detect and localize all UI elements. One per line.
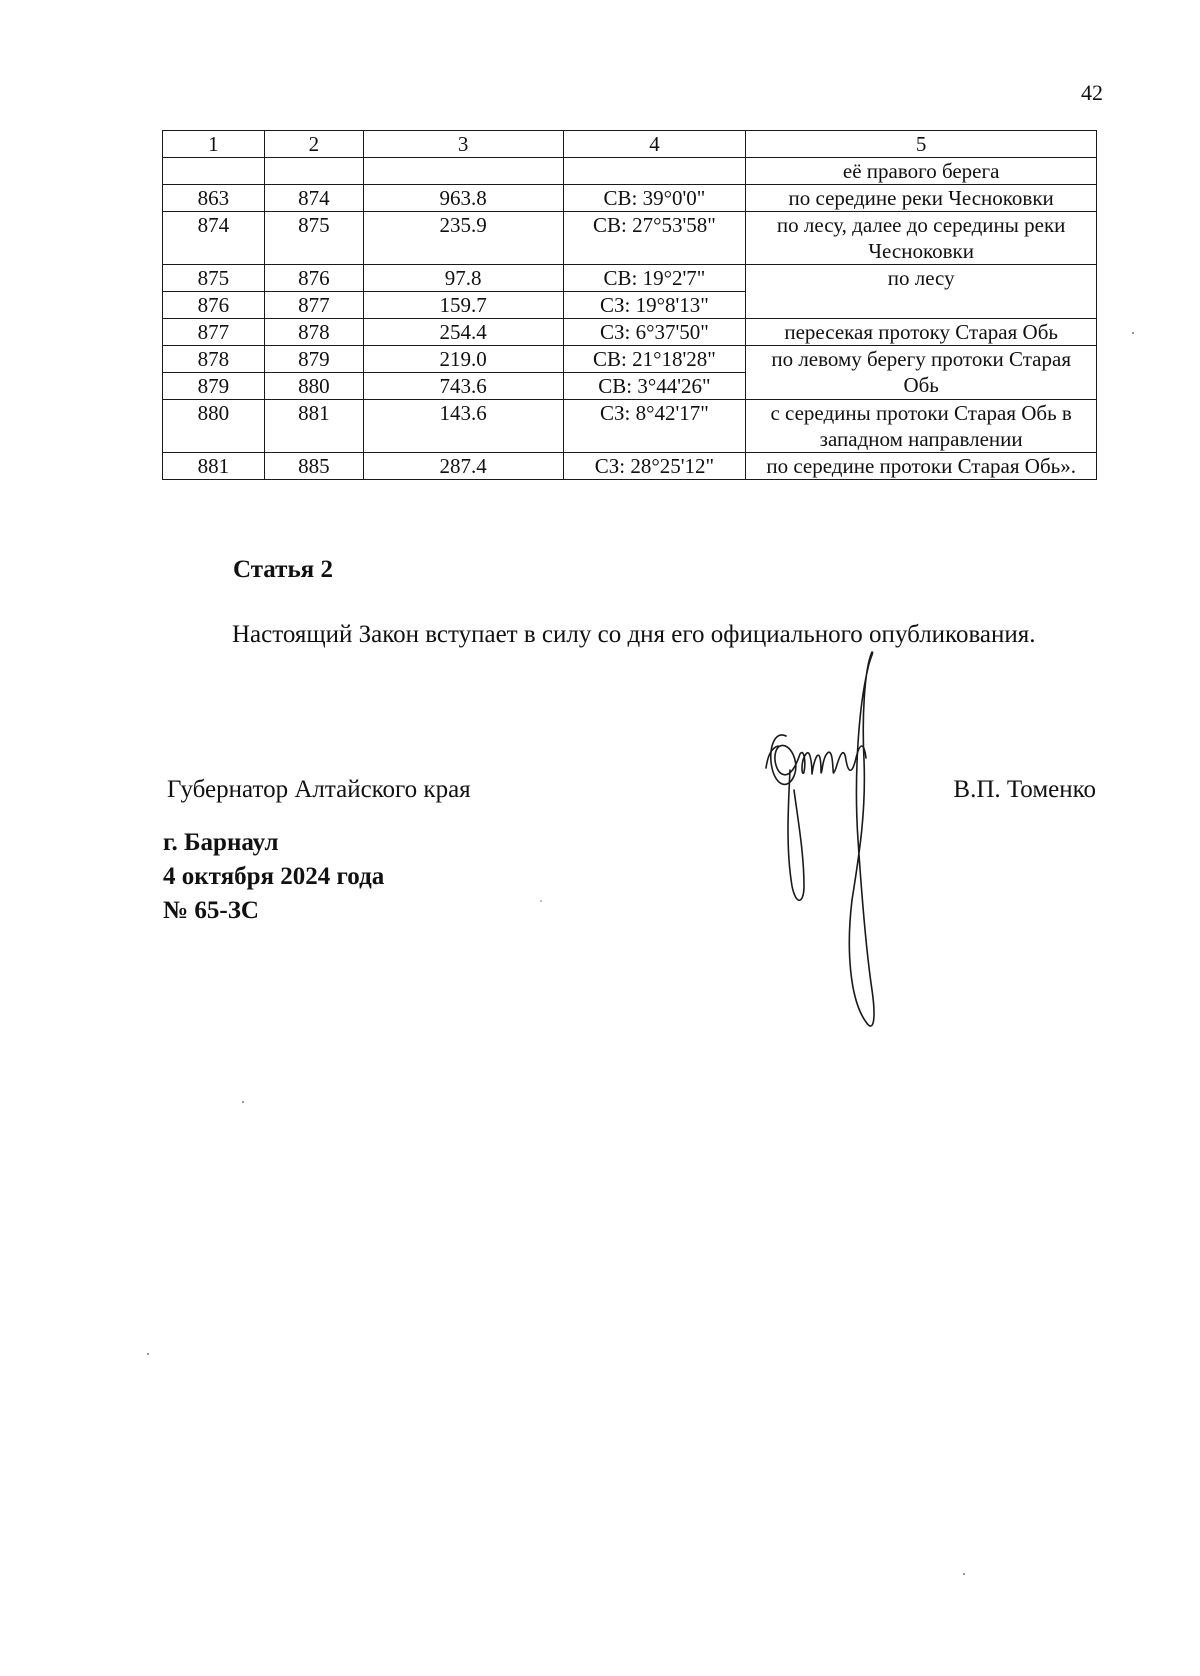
cell-length: 743.6 xyxy=(363,373,563,400)
governor-name: В.П. Томенко xyxy=(953,776,1096,803)
cell-to: 875 xyxy=(264,212,363,265)
cell-from: 877 xyxy=(163,319,265,346)
cell-from: 863 xyxy=(163,185,265,212)
cell-to: 877 xyxy=(264,292,363,319)
cell-bearing: СВ: 27°53'58" xyxy=(563,212,746,265)
cell-to: 880 xyxy=(264,373,363,400)
speck xyxy=(540,900,542,902)
speck xyxy=(1132,332,1134,334)
table-row xyxy=(163,319,1097,346)
cell-description: по лесу, далее до середины реки Чесноковки xyxy=(746,212,1097,265)
cell-bearing: СЗ: 6°37'50" xyxy=(563,319,746,346)
table-row xyxy=(163,265,1097,292)
cell-from: 880 xyxy=(163,400,265,453)
column-header: 4 xyxy=(563,131,746,158)
table-row xyxy=(163,453,1097,480)
article-text: Настоящий Закон вступает в силу со дня его официального опубликования. xyxy=(232,621,1036,648)
speck xyxy=(242,1101,244,1103)
cell-description: по середине реки Чесноковки xyxy=(746,185,1097,212)
cell-description: с середины протоки Старая Обь в западном направлении xyxy=(746,400,1097,453)
cell-from: 878 xyxy=(163,346,265,373)
handwritten-signature xyxy=(760,650,930,1040)
cell-description: по лесу xyxy=(746,265,1097,319)
cell-to: 878 xyxy=(264,319,363,346)
cell-from: 875 xyxy=(163,265,265,292)
cell-bearing: СВ: 3°44'26" xyxy=(563,373,746,400)
cell-to: 876 xyxy=(264,265,363,292)
article-heading: Статья 2 xyxy=(233,556,333,583)
cell-length: 235.9 xyxy=(363,212,563,265)
table-row xyxy=(163,400,1097,453)
cell-length: 287.4 xyxy=(363,453,563,480)
cell-to: 874 xyxy=(264,185,363,212)
cell-bearing: СЗ: 8°42'17" xyxy=(563,400,746,453)
law-number: № 65-ЗС xyxy=(163,897,259,924)
cell-description: пересекая протоку Старая Обь xyxy=(746,319,1097,346)
cell-bearing: СВ: 19°2'7" xyxy=(563,265,746,292)
issue-date: 4 октября 2024 года xyxy=(163,863,385,890)
table-row xyxy=(163,346,1097,373)
cell-length: 254.4 xyxy=(363,319,563,346)
cell-description: её правого берега xyxy=(746,158,1097,185)
issue-city: г. Барнаул xyxy=(163,829,279,856)
cell-length: 143.6 xyxy=(363,400,563,453)
column-header: 5 xyxy=(746,131,1097,158)
cell-length xyxy=(363,158,563,185)
cell-bearing: СЗ: 28°25'12" xyxy=(563,453,746,480)
cell-bearing xyxy=(563,158,746,185)
table-row xyxy=(163,212,1097,265)
cell-from: 874 xyxy=(163,212,265,265)
cell-length: 97.8 xyxy=(363,265,563,292)
cell-from xyxy=(163,158,265,185)
table-row xyxy=(163,158,1097,185)
governor-title: Губернатор Алтайского края xyxy=(167,776,471,803)
column-header: 1 xyxy=(163,131,265,158)
cell-description: по левому берегу протоки Старая Обь xyxy=(746,346,1097,400)
cell-description: по середине протоки Старая Обь». xyxy=(746,453,1097,480)
cell-from: 876 xyxy=(163,292,265,319)
cell-from: 879 xyxy=(163,373,265,400)
column-header: 3 xyxy=(363,131,563,158)
issue-info xyxy=(163,826,384,928)
cell-from: 881 xyxy=(163,453,265,480)
cell-bearing: СВ: 39°0'0" xyxy=(563,185,746,212)
cell-to: 881 xyxy=(264,400,363,453)
cell-to: 879 xyxy=(264,346,363,373)
cell-bearing: СВ: 21°18'28" xyxy=(563,346,746,373)
cell-bearing: СЗ: 19°8'13" xyxy=(563,292,746,319)
speck xyxy=(147,1353,149,1355)
cell-to: 885 xyxy=(264,453,363,480)
column-header: 2 xyxy=(264,131,363,158)
boundary-table xyxy=(162,130,1097,480)
speck xyxy=(963,1573,965,1575)
table-header-row xyxy=(163,131,1097,158)
cell-length: 963.8 xyxy=(363,185,563,212)
table-row xyxy=(163,185,1097,212)
page-number: 42 xyxy=(1081,80,1103,105)
cell-to xyxy=(264,158,363,185)
cell-length: 219.0 xyxy=(363,346,563,373)
cell-length: 159.7 xyxy=(363,292,563,319)
